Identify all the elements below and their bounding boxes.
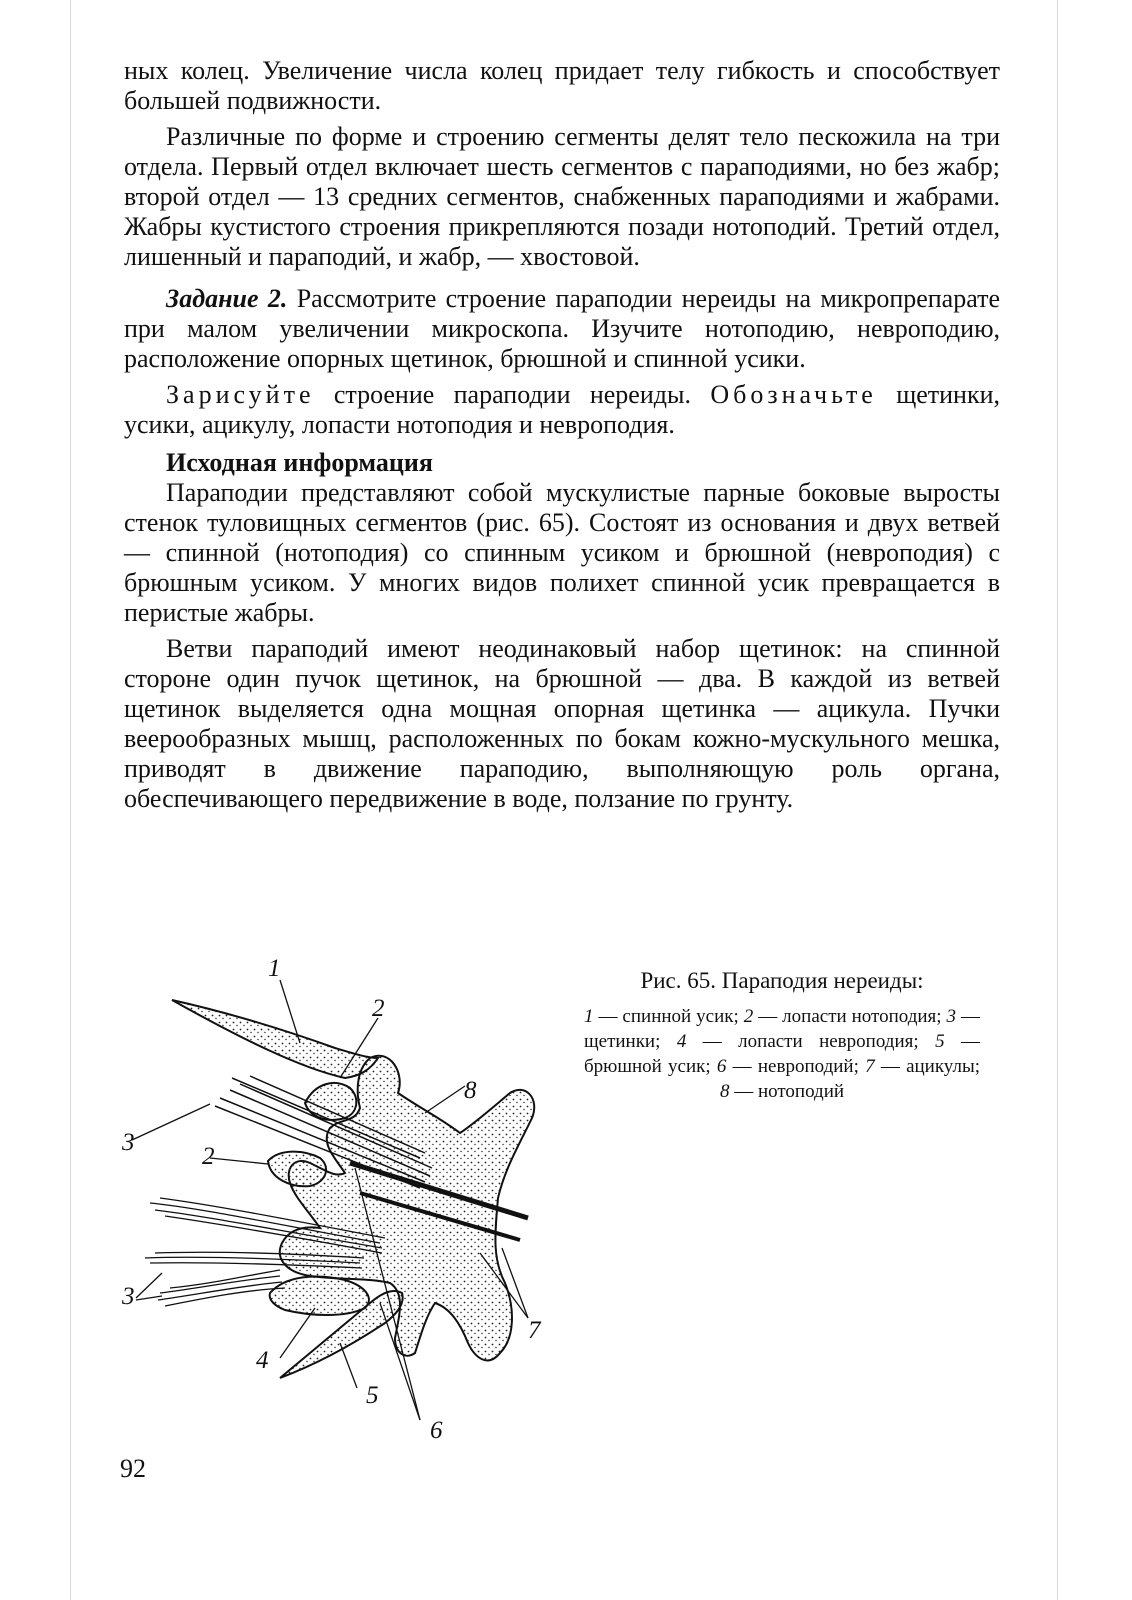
legend-text-2: — лопасти нотоподия; (753, 1006, 947, 1027)
draw-text-1: строение параподии нереиды. (314, 380, 711, 409)
legend-text-3: — щетинки; (584, 1006, 981, 1052)
figure-parapodium (120, 958, 560, 1478)
task-text: Рассмотрите строение параподии нереиды на микропрепарате при малом увеличении микроскопа. Изучите нотоподию, невроподию, расположение опорных щетинок, брюшной и спинной усики. (124, 284, 1000, 373)
label-4: 4 (256, 1347, 269, 1374)
legend-num-7: 7 (865, 1056, 875, 1077)
page-number: 92 (120, 1454, 146, 1483)
legend-text-8: — нотоподий (729, 1081, 845, 1102)
mark-word: Обозначьте (710, 380, 877, 409)
caption-legend (584, 1004, 980, 1104)
neuropodium-upper-lobe (268, 1152, 326, 1187)
paragraph-segments: Различные по форме и строению сегменты делят тело пескожила на три отдела. Первый отдел включает шесть сегментов с параподиями, но без жабр; второй отдел — 13 средних сегментов, снабженных параподиями и жабрами. Жабры кустистого строения прикрепляются позади нотоподий. Третий отдел, лишенный и параподий, и жабр, — хвостовой. (124, 122, 1000, 271)
legend-num-6: 6 (716, 1056, 727, 1077)
label-7: 7 (528, 1317, 541, 1344)
paragraph-task-2 (124, 284, 1000, 374)
notopodium-lobe (305, 1083, 356, 1120)
section-heading: Исходная информация (166, 448, 433, 477)
neuropodial-setae-lower (158, 1270, 285, 1306)
caption-title: Рис. 65. Параподия нереиды: (640, 968, 924, 993)
paragraph-setae: Ветви параподий имеют неодинаковый набор щетинок: на спинной стороне один пучок щетинок, на брюшной — два. В каждой из ветвей щетинок выделяется одна мощная опорная щетинка — ацикула. Пучки веерообразных мышц, расположенных по бокам кожно-мускульного мешка, приводят в движение параподию, выполняющую роль органа, обеспечивающего передвижение в воде, ползание по грунту. (124, 634, 1000, 813)
label-6: 6 (430, 1417, 443, 1444)
legend-text-1: — спинной усик; (593, 1006, 744, 1027)
label-1: 1 (268, 958, 281, 982)
task-label: Задание 2. (166, 284, 288, 313)
neuropodium-lower-lobe (270, 1276, 369, 1315)
label-2-notopodium: 2 (372, 995, 385, 1022)
legend-num-8: 8 (719, 1081, 730, 1102)
label-2-neuropodium: 2 (202, 1143, 215, 1170)
legend-text-7: — ацикулы; (874, 1056, 980, 1077)
legend-text-5: — брюшной усик; (584, 1031, 980, 1077)
legend-num-2: 2 (743, 1006, 754, 1027)
legend-num-4: 4 (676, 1031, 687, 1052)
figure-caption (584, 966, 980, 1104)
draw-text-2: щетинки, усики, ацикулу, лопасти нотоподия и невроподия. (124, 380, 1000, 439)
paragraph-continuation: ных колец. Увеличение числа колец придает телу гибкость и способствует большей подвижности. (124, 56, 1000, 115)
page-edge-right (1057, 0, 1058, 1600)
body-text (124, 56, 1000, 814)
label-3-lower: 3 (122, 1283, 135, 1310)
legend-num-1: 1 (584, 1006, 594, 1027)
legend-num-5: 5 (935, 1031, 945, 1052)
paragraph-draw-instruction (124, 380, 1000, 440)
legend-num-3: 3 (946, 1006, 957, 1027)
legend-text-4: — лопасти невроподия; (686, 1031, 936, 1052)
parapodium-illustration (120, 958, 560, 1478)
paragraph-parapodia: Параподии представляют собой мускулистые парные боковые выросты стенок туловищных сегментов (рис. 65). Состоят из основания и двух ветвей — спинной (нотоподия) со спинным усиком и брюшной (невроподия) с брюшным усиком. У многих видов полихет спинной усик превращается в перистые жабры. (124, 478, 1000, 627)
label-5: 5 (366, 1382, 379, 1409)
draw-word: Зарисуйте (166, 380, 315, 409)
page-edge-left (70, 0, 71, 1600)
legend-text-6: — невроподий; (726, 1056, 866, 1077)
label-3-upper: 3 (122, 1129, 135, 1156)
label-8: 8 (464, 1077, 477, 1104)
